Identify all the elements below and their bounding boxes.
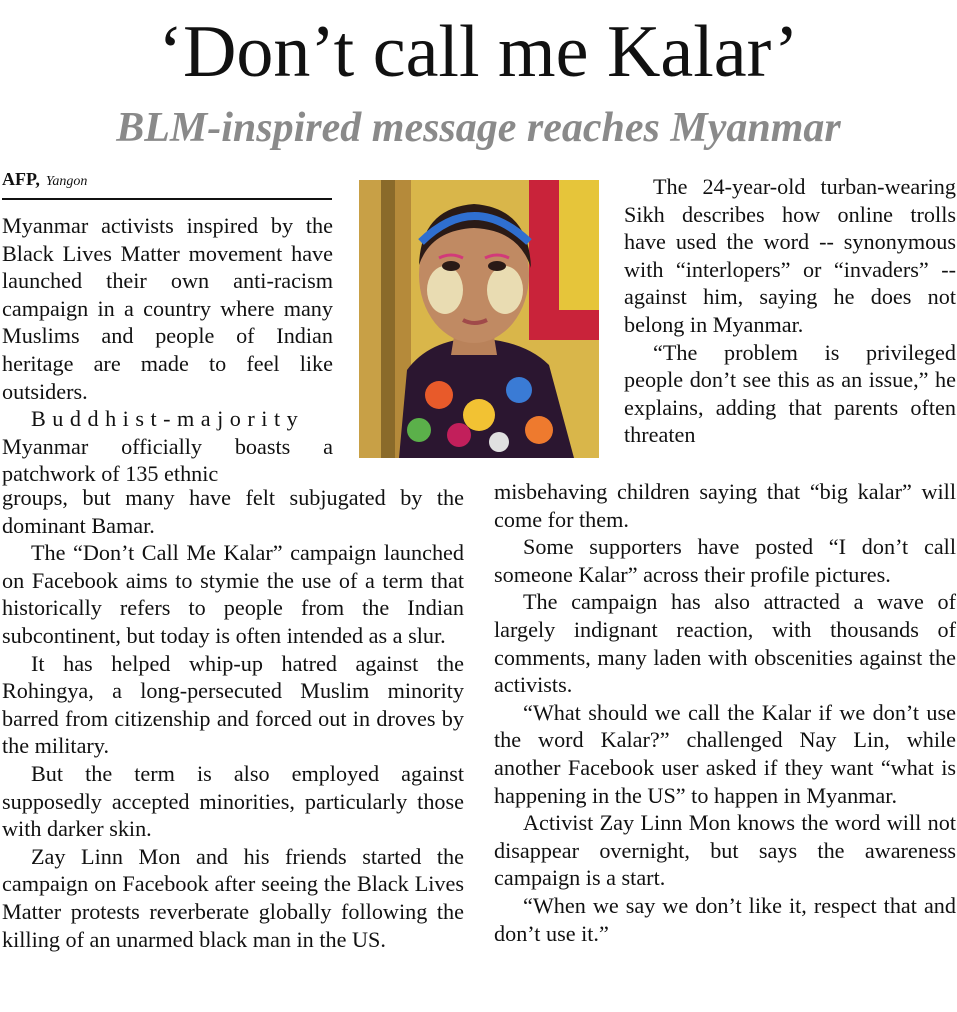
article-paragraph: misbehaving children saying that “big kalar” will come for them. <box>494 479 956 532</box>
column-left-bottom <box>2 484 464 953</box>
article-paragraph: “What should we call the Kalar if we don’t use the word Kalar?” challenged Nay Lin, while another Facebook user asked if they want “what is happening in the US” to happen in Myanmar. <box>494 699 956 808</box>
article-paragraph: The 24-year-old turban-wearing Sikh describes how online trolls have used the word -- synonymous with “interlopers” or “invaders” -- against him, saying he does not belong in Myanmar. <box>624 174 956 337</box>
byline-agency: AFP, <box>2 169 40 189</box>
column-right-bottom <box>494 478 956 947</box>
article-paragraph: groups, but many have felt subjugated by the dominant Bamar. <box>2 485 464 538</box>
article-photo <box>359 180 599 458</box>
article-paragraph: Activist Zay Linn Mon knows the word will not disappear overnight, but says the awareness campaign is a start. <box>494 810 956 891</box>
article-paragraph: The “Don’t Call Me Kalar” campaign launched on Facebook aims to stymie the use of a term that historically refers to people from the Indian subcontinent, but today is often intended as a slur. <box>2 540 464 648</box>
byline <box>2 167 332 200</box>
article-paragraph: “When we say we don’t like it, respect that and don’t use it.” <box>494 892 956 946</box>
article-paragraph: It has helped whip-up hatred against the Rohingya, a long-persecuted Muslim minority barred from citizenship and forced out in droves by the military. <box>2 650 464 759</box>
article-paragraph: Myanmar activists inspired by the Black Lives Matter movement have launched their own anti-racism campaign in a country where many Muslims and people of Indian heritage are made to feel like outsiders. <box>2 213 333 404</box>
article-paragraph: Some supporters have posted “I don’t call someone Kalar” across their profile pictures. <box>494 534 956 587</box>
column-right-top <box>624 173 956 449</box>
subheadline: BLM-inspired message reaches Myanmar <box>116 105 841 151</box>
article-paragraph: Zay Linn Mon and his friends started the campaign on Facebook after seeing the Black Lives Matter protests reverberate globally following the killing of an unarmed black man in the US. <box>2 843 464 952</box>
column-left-top <box>2 212 333 488</box>
article-paragraph-word: Buddhist-majority <box>31 406 305 432</box>
article-paragraph: Myanmar officially boasts a patchwork of 135 ethnic <box>2 433 333 487</box>
article-paragraph: The campaign has also attracted a wave of largely indignant reaction, with thousands of comments, many laden with obscenities against the activists. <box>494 589 956 698</box>
article-paragraph: “The problem is privileged people don’t see this as an issue,” he explains, adding that parents often threaten <box>624 339 956 448</box>
headline: ‘Don’t call me Kalar’ <box>158 11 799 93</box>
photo-illustration <box>359 180 599 458</box>
byline-place: Yangon <box>45 174 88 189</box>
article-paragraph: But the term is also employed against supposedly accepted minorities, particularly those with darker skin. <box>2 760 464 842</box>
